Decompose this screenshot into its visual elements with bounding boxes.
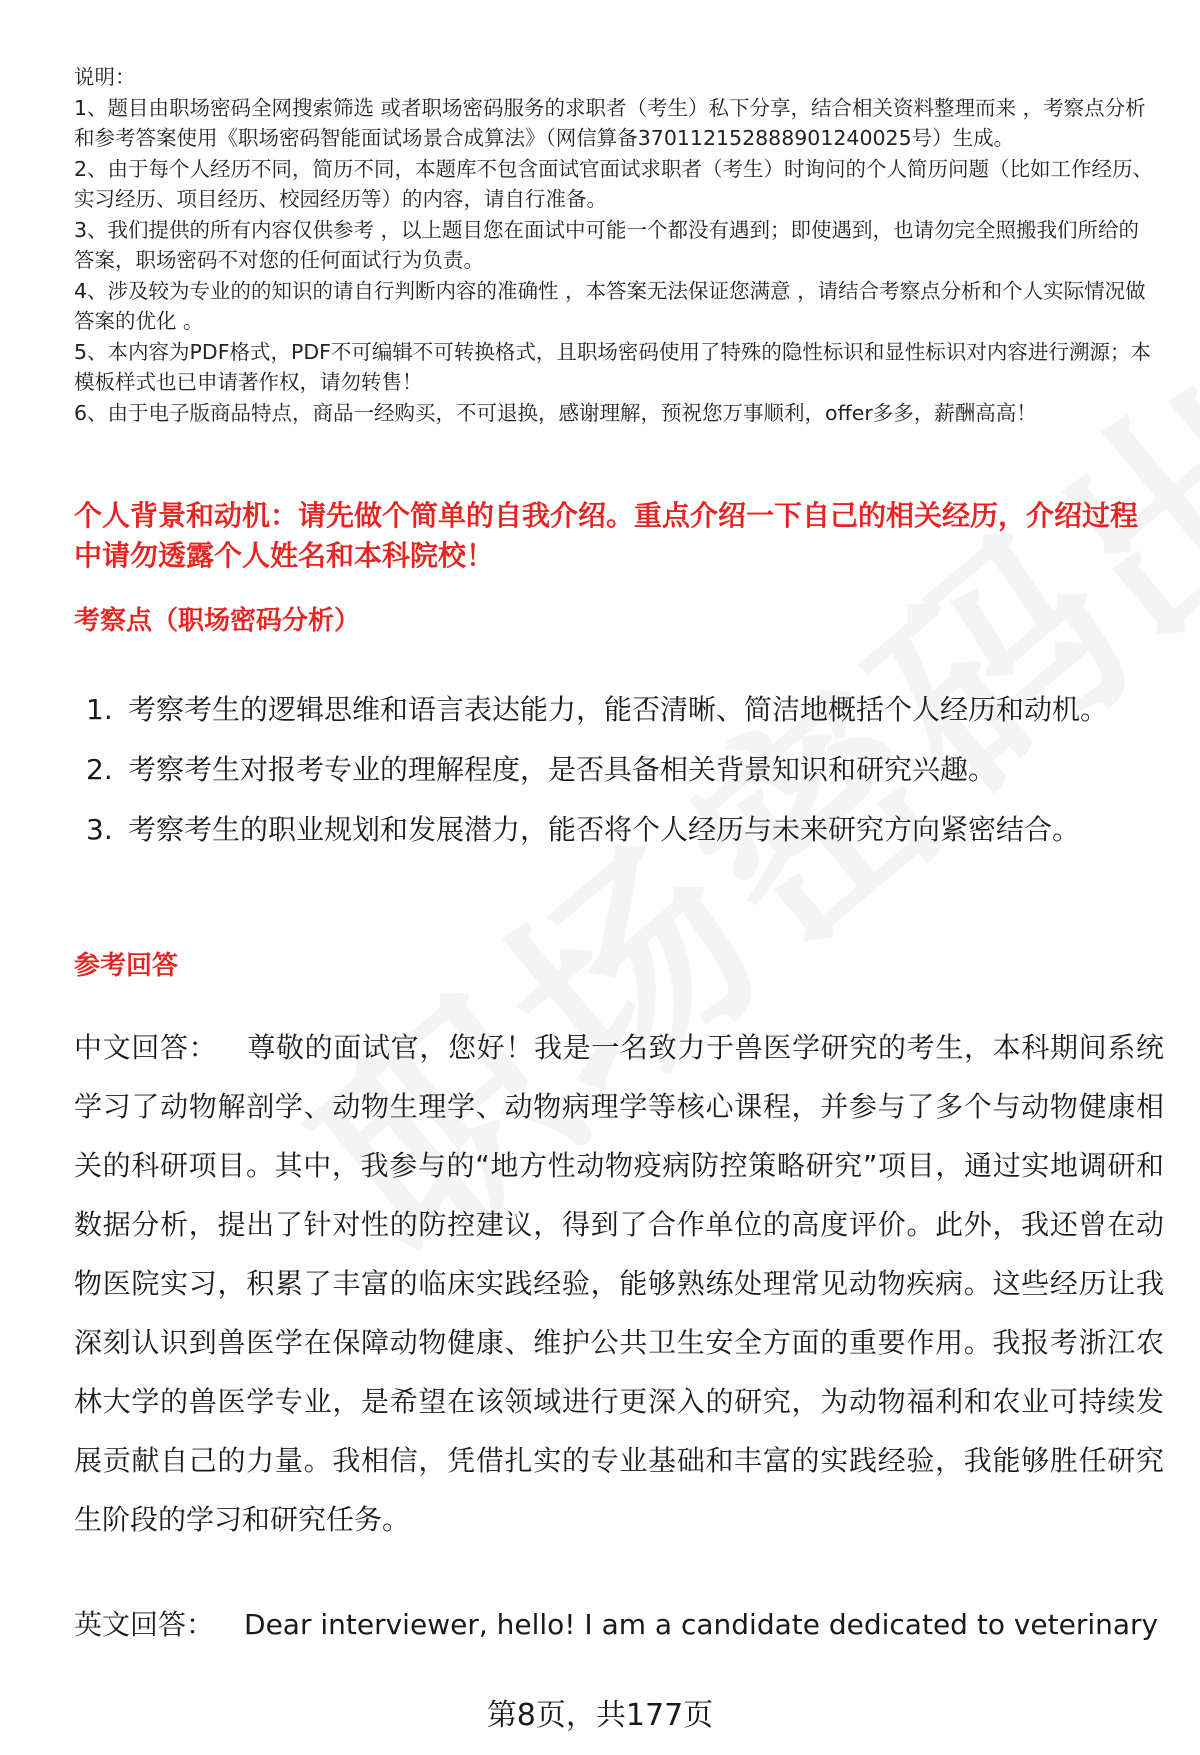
interview-question: 个人背景和动机：请先做个简单的自我介绍。重点介绍一下自己的相关经历，介绍过程中请勿透露个人姓名和本科院校！ xyxy=(74,499,1139,572)
reference-answer-heading: 参考回答 xyxy=(74,951,179,981)
exam-point-item xyxy=(74,680,1154,740)
exam-point-text: 考察考生的职业规划和发展潜力，能否将个人经历与未来研究方向紧密结合。 xyxy=(128,813,1081,846)
exam-points-list xyxy=(74,680,1154,860)
exam-point-number: 3. xyxy=(86,813,113,846)
exam-point-item xyxy=(74,740,1154,800)
chinese-answer-text: 尊敬的面试官，您好！我是一名致力于兽医学研究的考生，本科期间系统学习了动物解剖学、动物生理学、动物病理学等核心课程，并参与了多个与动物健康相关的科研项目。其中，我参与的“地方性动物疫病防控策略研究”项目，通过实地调研和数据分析，提出了针对性的防控建议，得到了合作单位的高度评价。此外，我还曾在动物医院实习，积累了丰富的临床实践经验，能够熟练处理常见动物疾病。这些经历让我深刻认识到兽医学在保障动物健康、维护公共卫生安全方面的重要作用。我报考浙江农林大学的兽医学专业，是希望在该领域进行更深入的研究，为动物福利和农业可持续发展贡献自己的力量。我相信，凭借扎实的专业基础和丰富的实践经验，我能够胜任研究生阶段的学习和研究任务。 xyxy=(74,1031,1164,1536)
english-answer-label: 英文回答： xyxy=(74,1608,215,1641)
exam-point-number: 1. xyxy=(86,693,113,726)
exam-point-text: 考察考生对报考专业的理解程度，是否具备相关背景知识和研究兴趣。 xyxy=(128,753,997,786)
note-item: 2、由于每个人经历不同，简历不同，本题库不包含面试官面试求职者（考生）时询问的个人简历问题（比如工作经历、实习经历、项目经历、校园经历等）的内容，请自行准备。 xyxy=(74,156,1154,211)
chinese-answer xyxy=(74,1018,1164,1549)
exam-point-text: 考察考生的逻辑思维和语言表达能力，能否清晰、简洁地概括个人经历和动机。 xyxy=(128,693,1109,726)
exam-points-heading: 考察点（职场密码分析） xyxy=(74,606,361,636)
note-item: 1、题目由职场密码全网搜索筛选 或者职场密码服务的求职者（考生）私下分享，结合相关资料整理而来 ，考察点分析和参考答案使用《职场密码智能面试场景合成算法》（网信算备370112152888901240025号）生成。 xyxy=(74,95,1146,150)
note-item: 5、本内容为PDF格式，PDF不可编辑不可转换格式，且职场密码使用了特殊的隐性标识和显性标识对内容进行溯源；本模板样式也已申请著作权，请勿转售！ xyxy=(74,339,1151,394)
chinese-answer-label: 中文回答： xyxy=(74,1031,218,1064)
notes-block xyxy=(74,62,1154,428)
exam-point-number: 2. xyxy=(86,753,113,786)
note-item: 4、涉及较为专业的的知识的请自行判断内容的准确性 ，本答案无法保证您满意 ，请结合考察点分析和个人实际情况做答案的优化 。 xyxy=(74,278,1146,333)
english-answer xyxy=(74,1595,1164,1654)
note-item: 6、由于电子版商品特点，商品一经购买，不可退换，感谢理解，预祝您万事顺利，offer多多，薪酬高高！ xyxy=(74,400,1037,425)
page-footer: 第8页，共177页 xyxy=(486,1698,714,1733)
english-answer-text: Dear interviewer, hello! I am a candidate dedicated to veterinary xyxy=(244,1608,1159,1641)
notes-title: 说明： xyxy=(74,65,136,89)
exam-point-item xyxy=(74,800,1154,860)
note-item: 3、我们提供的所有内容仅供参考 ，以上题目您在面试中可能一个都没有遇到；即使遇到，也请勿完全照搬我们所给的答案，职场密码不对您的任何面试行为负责。 xyxy=(74,217,1140,272)
